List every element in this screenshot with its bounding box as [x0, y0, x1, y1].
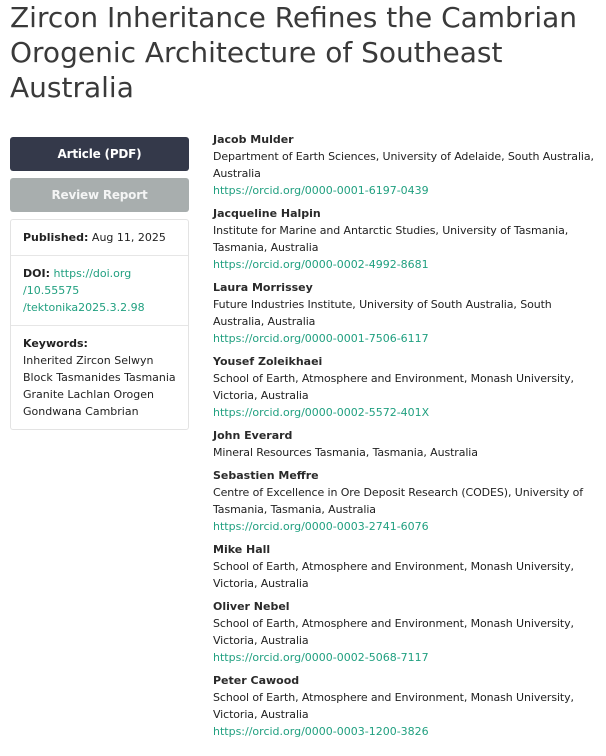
- author-affiliation: Centre of Excellence in Ore Deposit Research (CODES), University of Tasmania, Tasmania, Australia: [213, 486, 584, 516]
- published-date: Aug 11, 2025: [91, 231, 166, 244]
- doi-link-part-3: /tektonika2025.3.2.98: [23, 301, 145, 314]
- author-entry: [213, 131, 603, 199]
- article-info-box: [10, 219, 189, 430]
- author-entry: [213, 427, 603, 461]
- published-section: [11, 220, 188, 255]
- author-name: Jacqueline Halpin: [213, 207, 321, 220]
- author-affiliation: Institute for Marine and Antarctic Studies, University of Tasmania, Tasmania, Australia: [213, 224, 569, 254]
- author-affiliation: School of Earth, Atmosphere and Environment, Monash University, Victoria, Australia: [213, 691, 574, 721]
- author-affiliation: Future Industries Institute, University of South Australia, South Australia, Australia: [213, 298, 552, 328]
- keywords-label: Keywords:: [23, 337, 88, 350]
- author-name: Mike Hall: [213, 543, 271, 556]
- published-label: Published:: [23, 231, 89, 244]
- author-name: John Everard: [213, 429, 293, 442]
- author-entry: [213, 672, 603, 740]
- author-orcid-link[interactable]: https://orcid.org/0000-0002-5068-7117: [213, 651, 429, 664]
- author-orcid-link[interactable]: https://orcid.org/0000-0003-2741-6076: [213, 520, 429, 533]
- article-title: Zircon Inheritance Refines the Cambrian Orogenic Architecture of Southeast Australia: [10, 1, 578, 104]
- doi-label: DOI:: [23, 267, 50, 280]
- author-entry: [213, 279, 603, 347]
- author-list: [213, 131, 603, 746]
- author-affiliation: School of Earth, Atmosphere and Environment, Monash University, Victoria, Australia: [213, 617, 574, 647]
- author-name: Sebastien Meffre: [213, 469, 319, 482]
- author-affiliation: Department of Earth Sciences, University of Adelaide, South Australia, Australia: [213, 150, 594, 180]
- author-entry: [213, 205, 603, 273]
- author-name: Oliver Nebel: [213, 600, 290, 613]
- article-sidebar: [10, 137, 189, 430]
- article-pdf-button[interactable]: Article (PDF): [10, 137, 189, 171]
- author-orcid-link[interactable]: https://orcid.org/0000-0001-6197-0439: [213, 184, 429, 197]
- author-orcid-link[interactable]: https://orcid.org/0000-0002-4992-8681: [213, 258, 429, 271]
- author-affiliation: School of Earth, Atmosphere and Environment, Monash University, Victoria, Australia: [213, 560, 574, 590]
- author-orcid-link[interactable]: https://orcid.org/0000-0003-1200-3826: [213, 725, 429, 738]
- keywords-list: Inherited Zircon Selwyn Block Tasmanides Tasmania Granite Lachlan Orogen Gondwana Cambrian: [23, 354, 176, 418]
- author-entry: [213, 541, 603, 592]
- author-name: Peter Cawood: [213, 674, 300, 687]
- keywords-section: [11, 325, 188, 429]
- author-affiliation: Mineral Resources Tasmania, Tasmania, Australia: [213, 446, 478, 459]
- author-name: Laura Morrissey: [213, 281, 313, 294]
- author-entry: [213, 598, 603, 666]
- author-affiliation: School of Earth, Atmosphere and Environment, Monash University, Victoria, Australia: [213, 372, 574, 402]
- author-orcid-link[interactable]: https://orcid.org/0000-0002-5572-401X: [213, 406, 430, 419]
- doi-section: [11, 255, 188, 325]
- author-name: Jacob Mulder: [213, 133, 294, 146]
- author-name: Yousef Zoleikhaei: [213, 355, 323, 368]
- review-report-button[interactable]: Review Report: [10, 178, 189, 212]
- author-entry: [213, 353, 603, 421]
- author-entry: [213, 467, 603, 535]
- author-orcid-link[interactable]: https://orcid.org/0000-0001-7506-6117: [213, 332, 429, 345]
- doi-link-part-1: https://doi.org: [53, 267, 132, 280]
- doi-link-part-2: /10.55575: [23, 284, 80, 297]
